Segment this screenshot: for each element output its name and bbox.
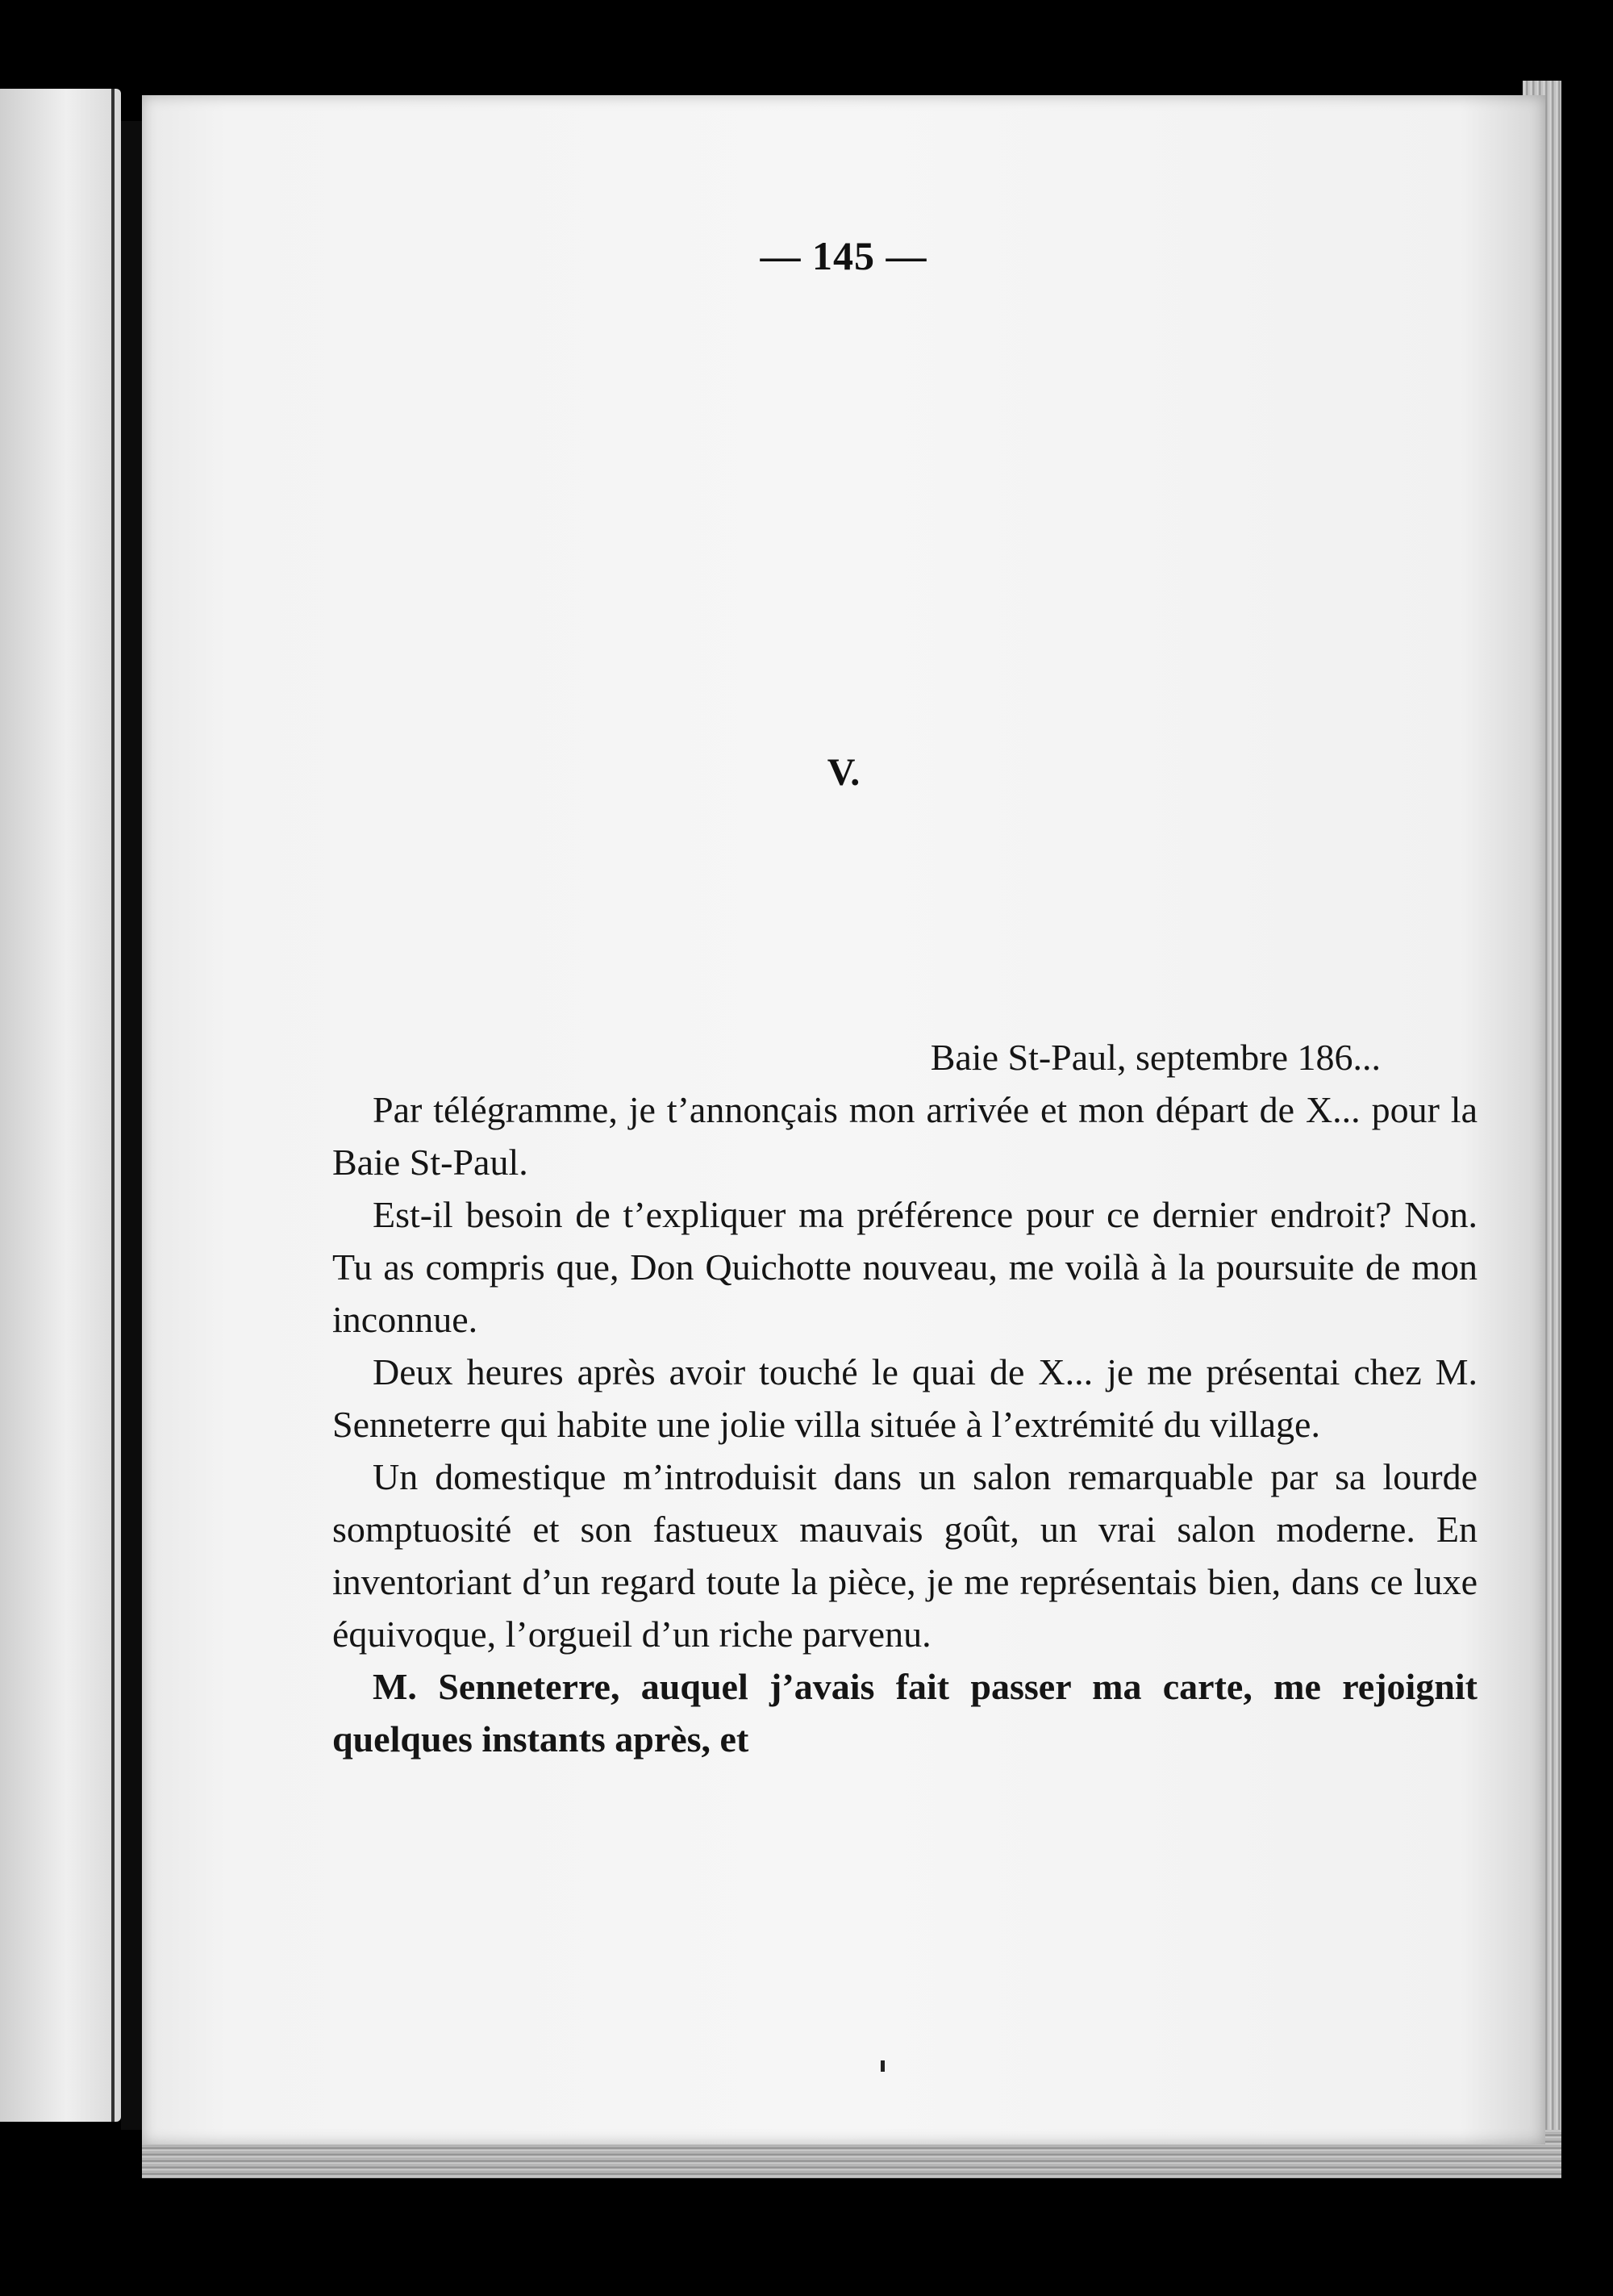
paragraph: Est-il besoin de t’expliquer ma préférence pour ce dernier endroit? Non. Tu as compris que, Don Quichotte nouveau, me voilà à la poursuite de mon inconnue. [332, 1194, 1478, 1340]
paragraph: Deux heures après avoir touché le quai de X... je me présentai chez M. Senneterre qui habite une jolie villa située à l’extrémité du village. [332, 1351, 1478, 1445]
chapter-heading: V. [827, 751, 861, 794]
book-page [142, 95, 1545, 2144]
ink-speck [881, 2060, 885, 2072]
page-crease [111, 89, 115, 2122]
letter-body [332, 1031, 1478, 1765]
paragraph: Un domestique m’introduisit dans un salon remarquable par sa lourde somptuosité et son fastueux mauvais goût, un vrai salon moderne. En inventoriant d’un regard toute la pièce, je me représentais bien, dans ce luxe équivoque, l’orgueil d’un riche parvenu. [332, 1456, 1478, 1655]
letter-dateline: Baie St-Paul, septembre 186... [930, 1037, 1381, 1078]
previous-page-edge [0, 89, 121, 2122]
paragraph: Par télégramme, je t’annonçais mon arrivée et mon départ de X... pour la Baie St-Paul. [332, 1089, 1478, 1183]
page-number: — 145 — [760, 233, 927, 278]
paragraph: M. Senneterre, auquel j’avais fait passer ma carte, me rejoignit quelques instants après, et [332, 1666, 1478, 1760]
book-gutter [121, 121, 142, 2130]
